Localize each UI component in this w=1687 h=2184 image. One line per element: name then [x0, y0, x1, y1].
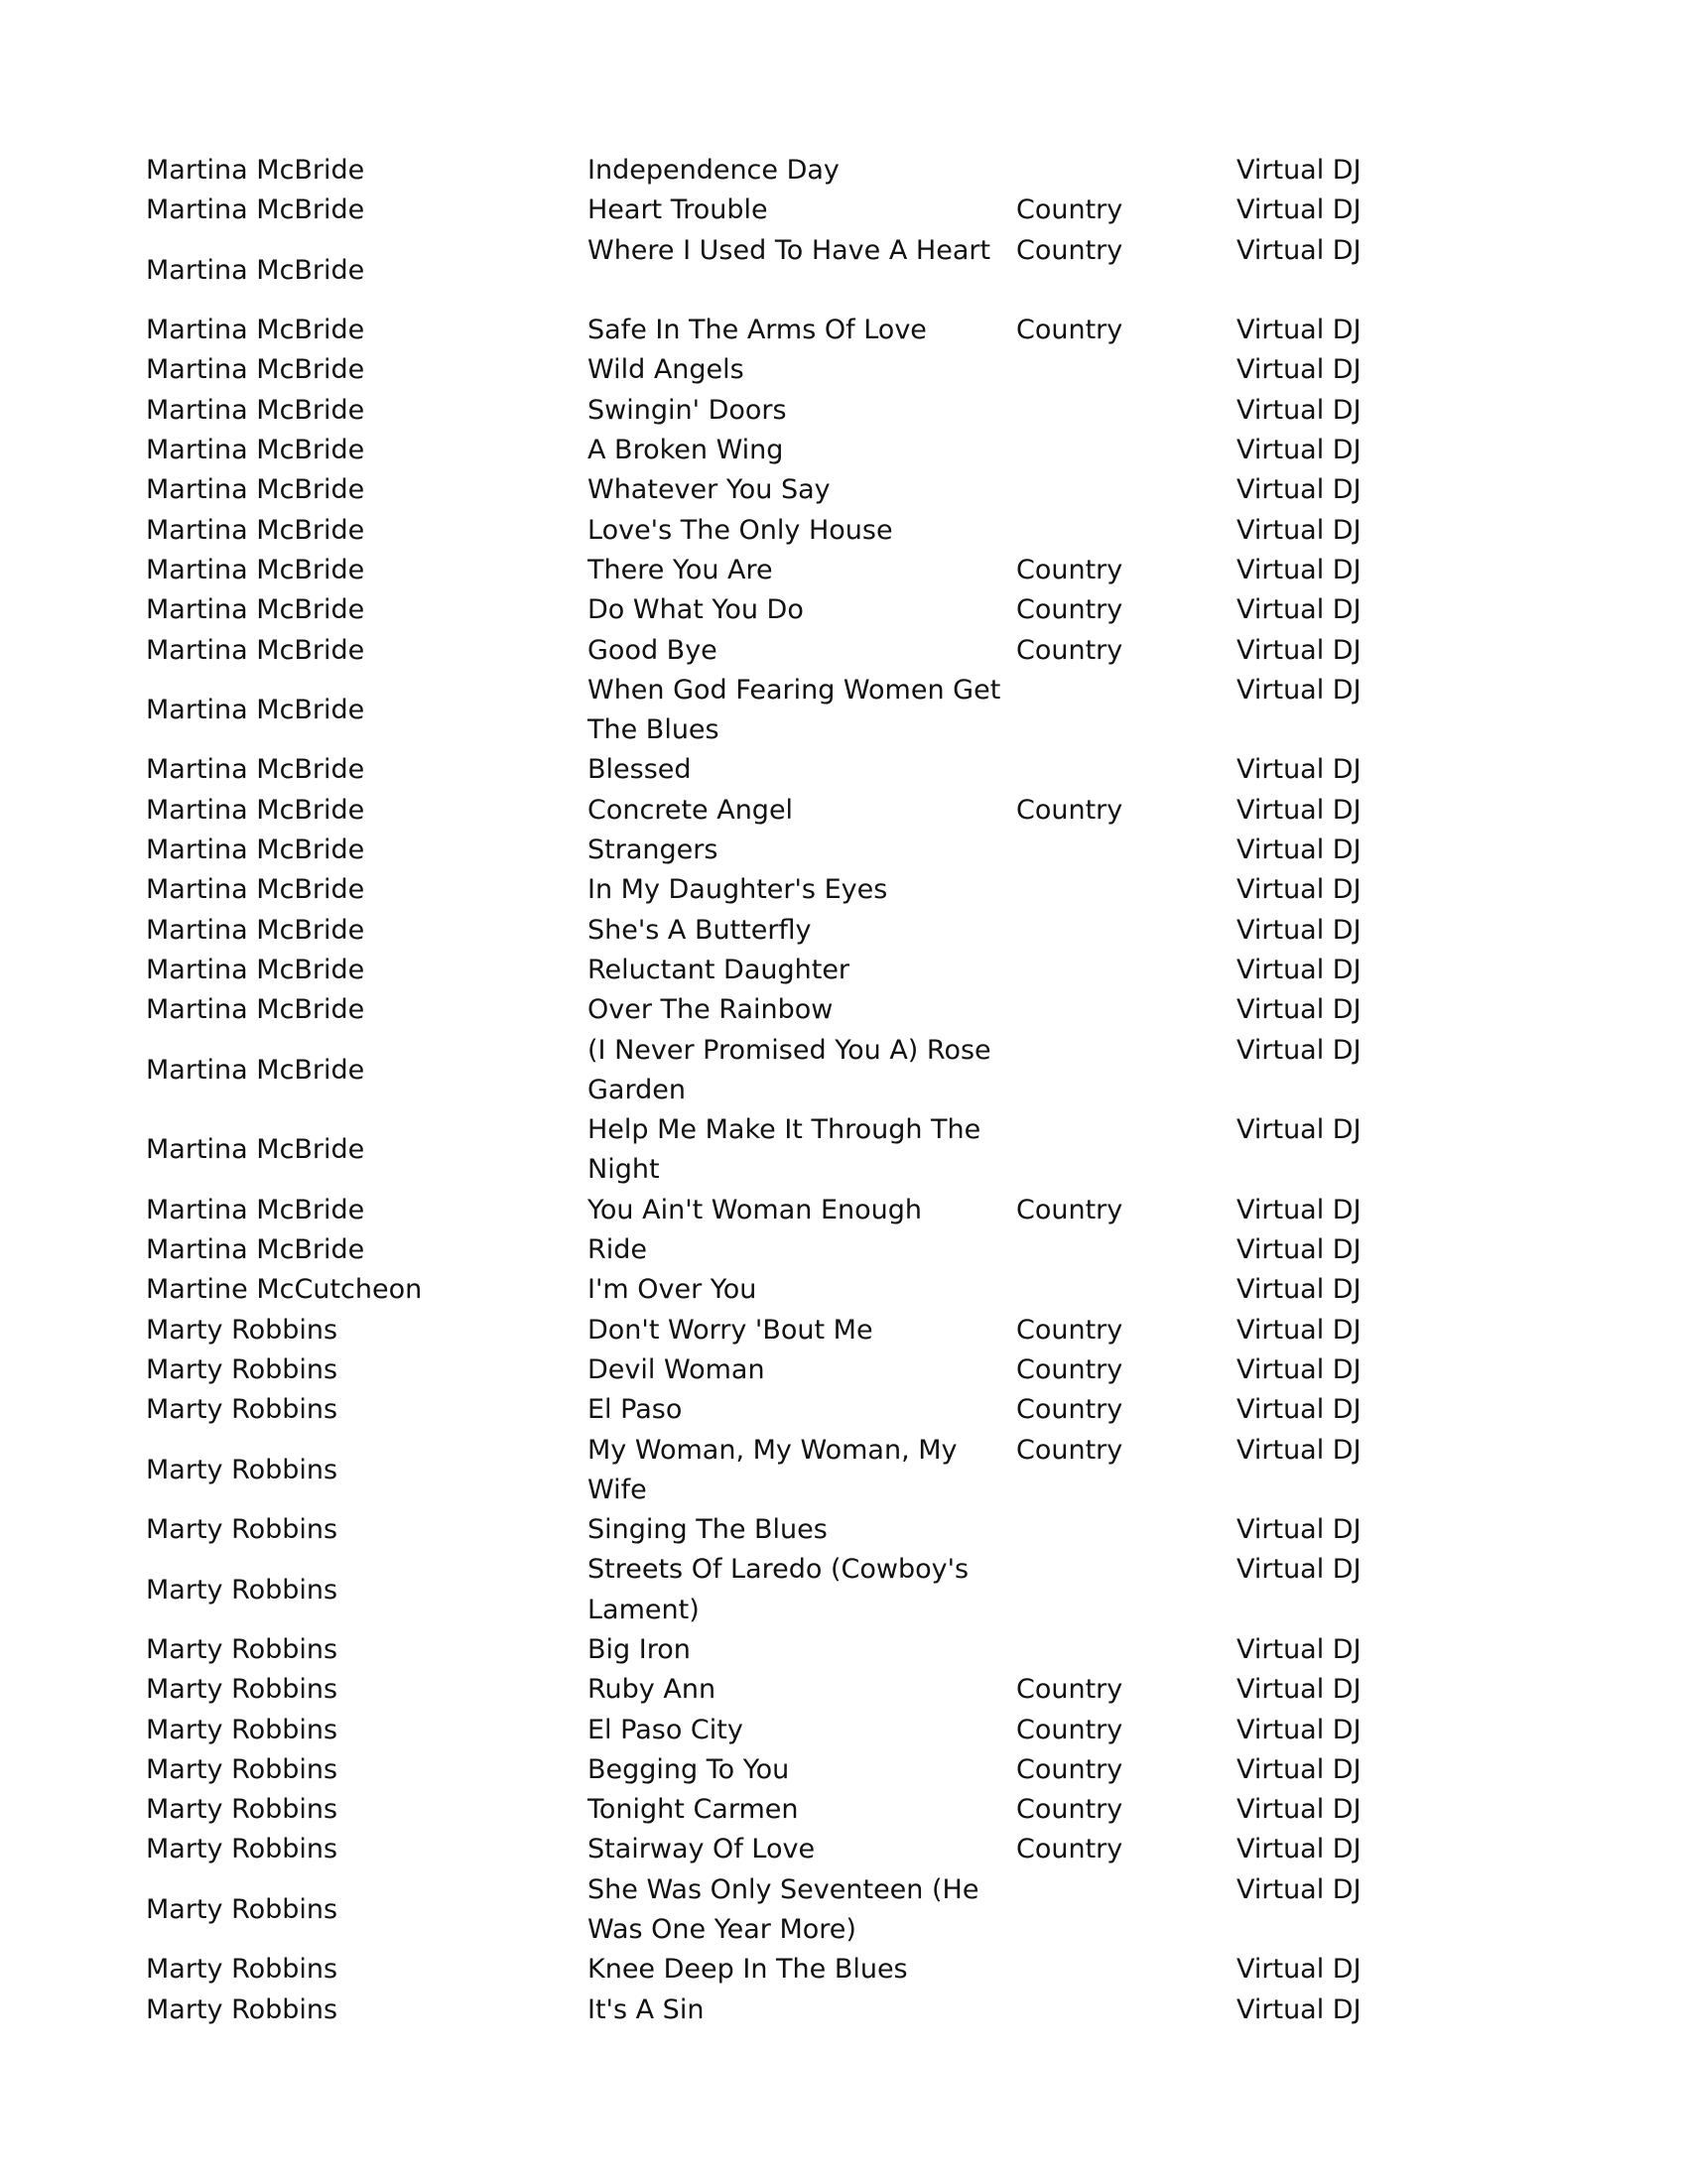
source-cell: Virtual DJ [1236, 474, 1362, 506]
source-cell: Virtual DJ [1236, 194, 1362, 226]
source-cell: Virtual DJ [1236, 954, 1362, 985]
genre-cell [1016, 1510, 1236, 1550]
source-cell: Virtual DJ [1236, 794, 1362, 826]
source-cell: Virtual DJ [1236, 634, 1362, 666]
genre-cell: Country [1016, 1834, 1123, 1865]
genre-cell: Country [1016, 1674, 1123, 1706]
genre-cell: Country [1016, 1794, 1123, 1826]
genre-cell [1016, 990, 1236, 1030]
genre-cell: Country [1016, 234, 1123, 266]
table-row [146, 1230, 1396, 1270]
source-cell: Virtual DJ [1236, 1114, 1362, 1146]
genre-cell [1016, 911, 1236, 951]
source-cell: Virtual DJ [1236, 514, 1362, 546]
artist-cell: Marty Robbins [146, 1893, 338, 1925]
source-cell: Virtual DJ [1236, 674, 1362, 706]
title-cell: My Woman, My Woman, My Wife [587, 1434, 958, 1505]
source-cell: Virtual DJ [1236, 315, 1362, 346]
table-row [146, 1830, 1396, 1869]
source-cell: Virtual DJ [1236, 1554, 1362, 1586]
title-cell: Concrete Angel [587, 794, 794, 826]
artist-cell: Marty Robbins [146, 1993, 338, 2025]
source-cell: Virtual DJ [1236, 1674, 1362, 1706]
source-cell: Virtual DJ [1236, 914, 1362, 946]
table-row [146, 551, 1396, 590]
artist-cell: Martina McBride [146, 754, 365, 786]
genre-cell [1016, 1230, 1236, 1270]
genre-cell [1016, 1110, 1236, 1191]
table-row [146, 511, 1396, 551]
table-row [146, 870, 1396, 910]
source-cell: Virtual DJ [1236, 874, 1362, 906]
genre-cell: Country [1016, 634, 1123, 666]
title-cell: Devil Woman [587, 1353, 765, 1385]
source-cell: Virtual DJ [1236, 1714, 1362, 1745]
source-cell: Virtual DJ [1236, 994, 1362, 1026]
source-cell: Virtual DJ [1236, 1873, 1362, 1905]
genre-cell [1016, 1870, 1236, 1951]
source-cell: Virtual DJ [1236, 1353, 1362, 1385]
table-row [146, 431, 1396, 470]
source-cell: Virtual DJ [1236, 1394, 1362, 1426]
artist-cell: Marty Robbins [146, 1954, 338, 1986]
title-cell: Love's The Only House [587, 514, 893, 546]
artist-cell: Martina McBride [146, 1054, 365, 1086]
artist-cell: Martina McBride [146, 914, 365, 946]
artist-cell: Martina McBride [146, 254, 365, 286]
genre-cell [1016, 511, 1236, 551]
table-row [146, 1311, 1396, 1350]
artist-cell: Marty Robbins [146, 1514, 338, 1546]
title-cell: Whatever You Say [587, 474, 831, 506]
artist-cell: Martina McBride [146, 354, 365, 386]
artist-cell: Martina McBride [146, 1194, 365, 1225]
genre-cell [1016, 1950, 1236, 1990]
title-cell: There You Are [587, 554, 773, 585]
title-cell: Where I Used To Have A Heart [587, 234, 991, 266]
artist-cell: Marty Robbins [146, 1314, 338, 1346]
source-cell: Virtual DJ [1236, 554, 1362, 585]
genre-cell [1016, 391, 1236, 431]
title-cell: It's A Sin [587, 1993, 705, 2025]
source-cell: Virtual DJ [1236, 594, 1362, 626]
artist-cell: Marty Robbins [146, 1574, 338, 1606]
source-cell: Virtual DJ [1236, 1194, 1362, 1225]
title-cell: Don't Worry 'Bout Me [587, 1314, 873, 1346]
source-cell: Virtual DJ [1236, 1993, 1362, 2025]
table-row [146, 1550, 1396, 1630]
source-cell: Virtual DJ [1236, 1794, 1362, 1826]
artist-cell: Marty Robbins [146, 1353, 338, 1385]
genre-cell: Country [1016, 1353, 1123, 1385]
title-cell: Strangers [587, 835, 718, 866]
title-cell: Safe In The Arms Of Love [587, 315, 927, 346]
artist-cell: Martina McBride [146, 634, 365, 666]
genre-cell [1016, 1550, 1236, 1630]
genre-cell: Country [1016, 1194, 1123, 1225]
artist-cell: Marty Robbins [146, 1794, 338, 1826]
genre-cell [1016, 951, 1236, 990]
artist-cell: Martina McBride [146, 435, 365, 466]
table-row [146, 1270, 1396, 1310]
artist-cell: Martina McBride [146, 994, 365, 1026]
artist-cell: Martina McBride [146, 315, 365, 346]
genre-cell: Country [1016, 1753, 1123, 1785]
table-row [146, 750, 1396, 790]
table-row [146, 1950, 1396, 1990]
table-row [146, 1431, 1396, 1511]
genre-cell: Country [1016, 594, 1123, 626]
title-cell: Independence Day [587, 155, 840, 186]
source-cell: Virtual DJ [1236, 155, 1362, 186]
table-row [146, 990, 1396, 1030]
genre-cell: Country [1016, 315, 1123, 346]
title-cell: Heart Trouble [587, 194, 768, 226]
table-row [146, 1711, 1396, 1750]
genre-cell [1016, 431, 1236, 470]
table-row [146, 951, 1396, 990]
title-cell: In My Daughter's Eyes [587, 874, 888, 906]
source-cell: Virtual DJ [1236, 1034, 1362, 1066]
song-list-table [146, 151, 1396, 2030]
artist-cell: Marty Robbins [146, 1454, 338, 1485]
source-cell: Virtual DJ [1236, 354, 1362, 386]
artist-cell: Martina McBride [146, 194, 365, 226]
title-cell: Stairway Of Love [587, 1834, 816, 1865]
artist-cell: Martina McBride [146, 514, 365, 546]
title-cell: Swingin' Doors [587, 394, 787, 426]
table-row [146, 631, 1396, 671]
title-cell: She's A Butterfly [587, 914, 812, 946]
source-cell: Virtual DJ [1236, 1954, 1362, 1986]
title-cell: Good Bye [587, 634, 717, 666]
genre-cell: Country [1016, 554, 1123, 585]
genre-cell [1016, 1630, 1236, 1670]
title-cell: Ruby Ann [587, 1674, 716, 1706]
title-cell: Big Iron [587, 1633, 691, 1665]
title-cell: El Paso [587, 1394, 683, 1426]
genre-cell [1016, 1991, 1236, 2030]
artist-cell: Marty Robbins [146, 1394, 338, 1426]
title-cell: Reluctant Daughter [587, 954, 850, 985]
table-row [146, 831, 1396, 870]
table-row [146, 391, 1396, 431]
genre-cell [1016, 470, 1236, 510]
source-cell: Virtual DJ [1236, 1434, 1362, 1466]
source-cell: Virtual DJ [1236, 435, 1362, 466]
source-cell: Virtual DJ [1236, 234, 1362, 266]
table-row [146, 1110, 1396, 1191]
table-row [146, 1390, 1396, 1430]
table-row [146, 1870, 1396, 1951]
table-row [146, 1350, 1396, 1390]
table-row [146, 1630, 1396, 1670]
table-row [146, 791, 1396, 831]
genre-cell [1016, 750, 1236, 790]
artist-cell: Marty Robbins [146, 1674, 338, 1706]
genre-cell: Country [1016, 194, 1123, 226]
genre-cell [1016, 1031, 1236, 1111]
source-cell: Virtual DJ [1236, 1834, 1362, 1865]
genre-cell: Country [1016, 794, 1123, 826]
title-cell: Ride [587, 1234, 648, 1266]
genre-cell: Country [1016, 1394, 1123, 1426]
table-row [146, 1510, 1396, 1550]
title-cell: Blessed [587, 754, 692, 786]
title-cell: El Paso City [587, 1714, 743, 1745]
table-row [146, 1670, 1396, 1710]
genre-cell [1016, 350, 1236, 390]
genre-cell [1016, 671, 1236, 751]
artist-cell: Martina McBride [146, 554, 365, 585]
artist-cell: Martina McBride [146, 394, 365, 426]
title-cell: Help Me Make It Through The Night [587, 1114, 981, 1186]
title-cell: A Broken Wing [587, 435, 784, 466]
artist-cell: Martina McBride [146, 874, 365, 906]
source-cell: Virtual DJ [1236, 1514, 1362, 1546]
title-cell: Do What You Do [587, 594, 804, 626]
table-row [146, 470, 1396, 510]
title-cell: Tonight Carmen [587, 1794, 799, 1826]
table-row [146, 1750, 1396, 1790]
source-cell: Virtual DJ [1236, 835, 1362, 866]
genre-cell [1016, 831, 1236, 870]
artist-cell: Martina McBride [146, 1234, 365, 1266]
source-cell: Virtual DJ [1236, 1234, 1362, 1266]
artist-cell: Martina McBride [146, 155, 365, 186]
source-cell: Virtual DJ [1236, 394, 1362, 426]
title-cell: I'm Over You [587, 1274, 757, 1306]
artist-cell: Marty Robbins [146, 1633, 338, 1665]
title-cell: She Was Only Seventeen (He Was One Year More) [587, 1873, 979, 1946]
title-cell: Streets Of Laredo (Cowboy's Lament) [587, 1554, 970, 1625]
title-cell: You Ain't Woman Enough [587, 1194, 923, 1225]
title-cell: Begging To You [587, 1753, 790, 1785]
table-row [146, 1191, 1396, 1230]
genre-cell: Country [1016, 1714, 1123, 1745]
artist-cell: Marty Robbins [146, 1753, 338, 1785]
artist-cell: Martina McBride [146, 835, 365, 866]
table-row [146, 590, 1396, 630]
title-cell: Over The Rainbow [587, 994, 834, 1026]
table-row [146, 1031, 1396, 1111]
table-row [146, 311, 1396, 350]
genre-cell [1016, 870, 1236, 910]
source-cell: Virtual DJ [1236, 754, 1362, 786]
artist-cell: Martina McBride [146, 954, 365, 985]
table-row [146, 191, 1396, 230]
artist-cell: Martina McBride [146, 1134, 365, 1166]
source-cell: Virtual DJ [1236, 1314, 1362, 1346]
table-row [146, 231, 1396, 312]
genre-cell: Country [1016, 1314, 1123, 1346]
artist-cell: Marty Robbins [146, 1714, 338, 1745]
genre-cell [1016, 151, 1236, 191]
table-row [146, 350, 1396, 390]
title-cell: Wild Angels [587, 354, 744, 386]
title-cell: Knee Deep In The Blues [587, 1954, 908, 1986]
artist-cell: Martina McBride [146, 474, 365, 506]
artist-cell: Marty Robbins [146, 1834, 338, 1865]
genre-cell: Country [1016, 1434, 1123, 1466]
source-cell: Virtual DJ [1236, 1633, 1362, 1665]
artist-cell: Martina McBride [146, 594, 365, 626]
source-cell: Virtual DJ [1236, 1753, 1362, 1785]
genre-cell [1016, 1270, 1236, 1310]
title-cell: Singing The Blues [587, 1514, 828, 1546]
table-row [146, 911, 1396, 951]
table-row [146, 1790, 1396, 1830]
title-cell: (I Never Promised You A) Rose Garden [587, 1034, 991, 1105]
artist-cell: Martina McBride [146, 794, 365, 826]
title-cell: When God Fearing Women Get The Blues [587, 674, 1001, 746]
table-row [146, 151, 1396, 191]
artist-cell: Martine McCutcheon [146, 1274, 423, 1306]
table-row [146, 671, 1396, 751]
source-cell: Virtual DJ [1236, 1274, 1362, 1306]
artist-cell: Martina McBride [146, 695, 365, 725]
table-row [146, 1991, 1396, 2030]
